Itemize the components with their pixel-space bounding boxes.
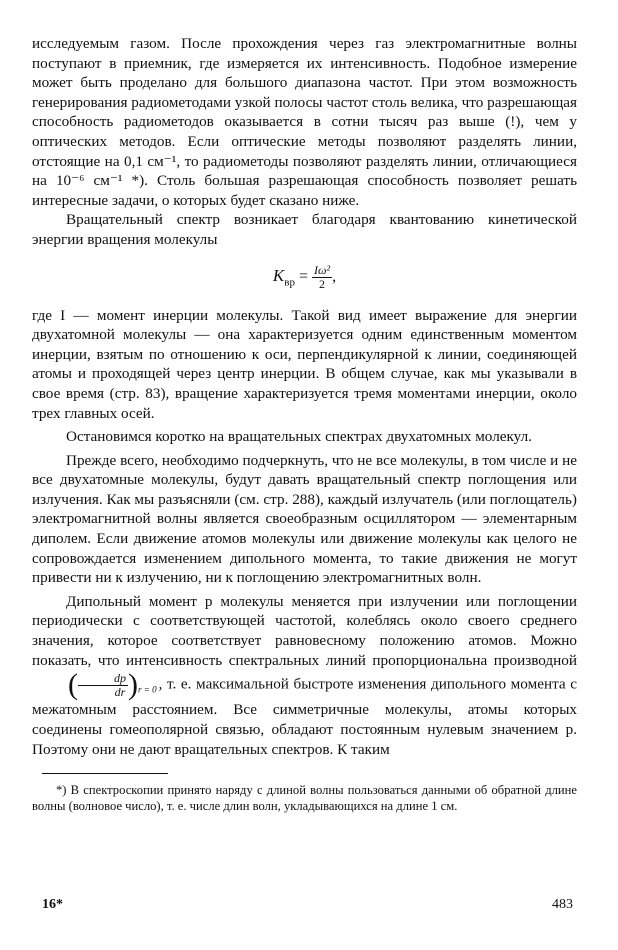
formula-eq: = [298, 267, 308, 285]
paragraph-4: Остановимся коротко на вращательных спектрах двухатомных молекул. [66, 428, 532, 446]
formula-tail: , [332, 267, 337, 285]
formula-lhs: K [272, 265, 285, 285]
formula-lhs-sub: вр [284, 275, 295, 288]
signature-mark: 16* [42, 897, 63, 912]
paragraph-6-part-b: , т. е. максимальной быстроте изменения дипольного момента с межатомным расстоянием. Все симметричные молекулы, атомы которых соединены гомеополярной связью, обладают постоянным нулевым значением p. Поэтому они не дают вращательных спектров. К таким [32, 675, 577, 758]
page-body [32, 34, 577, 814]
derivative-denominator: dr [114, 684, 126, 699]
page-number: 483 [552, 897, 573, 912]
paragraph-1: исследуемым газом. После прохождения через газ электромагнитные волны поступают в приемник, где измеряется их интенсивность. Подобное измерение может быть проделано для большого диапазона частот. При этом возможность генерирования радиометодами узкой полосы частот столь велика, что разрешающая способность радиометодов оказывается в сотни тысяч раз выше (!), чем у оптических методов. Если оптические методы позволяют разделять линии, отстоящие на 0,1 см⁻¹, то радиометоды позволяют разделять линии, отличающиеся на 10⁻⁶ см⁻¹ *). Столь большая разрешающая способность позволяет решать интересные задачи, о которых будет сказано ниже. [32, 35, 577, 209]
footnote-divider [42, 773, 168, 774]
footnote: *) В спектроскопии принято наряду с длиной волны пользоваться данными об обратной длине волны (волновое число), т. е. числе длин волн, укладывающихся на длине 1 см. [32, 783, 577, 814]
formula-denominator: 2 [319, 276, 326, 291]
derivative-expression: ( $\frac{dp}{dr}$ )$_{r = 0}$ [68, 668, 157, 702]
paragraph-6-part-a: Дипольный момент p молекулы меняется при излучении или поглощении периодически с соответствующей частотой, колеблясь около своего среднего значения, которое соответствует равновесному положению атомов. Можно показать, что интенсивность спектральных линий пропорциональна производной [32, 592, 577, 669]
paragraph-2: Вращательный спектр возникает благодаря квантованию кинетической энергии вращения молекулы [32, 211, 577, 248]
formula-numerator: Iω² [314, 262, 331, 277]
formula-kinetic-energy [32, 264, 577, 296]
derivative-subscript: r = 0 [138, 684, 157, 695]
derivative-numerator: dp [78, 672, 128, 686]
formula-fraction [312, 264, 332, 291]
paragraph-5: Прежде всего, необходимо подчеркнуть, что не все молекулы, в том числе и не все двухатомные молекулы, будут давать вращательный спектр поглощения или излучения. Как мы разъясняли (см. стр. 288), каждый излучатель (или поглощатель) электромагнитной волны является своеобразным осциллятором — элементарным диполем. Если движение атомов молекулы или движение молекулы как целого не сопровождается изменением дипольного момента, то такие движения не могут привести ни к излучению, ни к поглощению электромагнитных волн. [32, 451, 577, 587]
paragraph-3: где I — момент инерции молекулы. Такой вид имеет выражение для энергии двухатомной молекулы — она характеризуется одним единственным моментом инерции, взятым по отношению к оси, перпендикулярной к линии, соединяющей атомы и проходящей через центр инерции. В общем случае, как мы указывали в свое время (стр. 83), вращение характеризуется тремя моментами инерции, около трех главных осей. [32, 306, 577, 422]
paragraph-6 [32, 592, 577, 759]
